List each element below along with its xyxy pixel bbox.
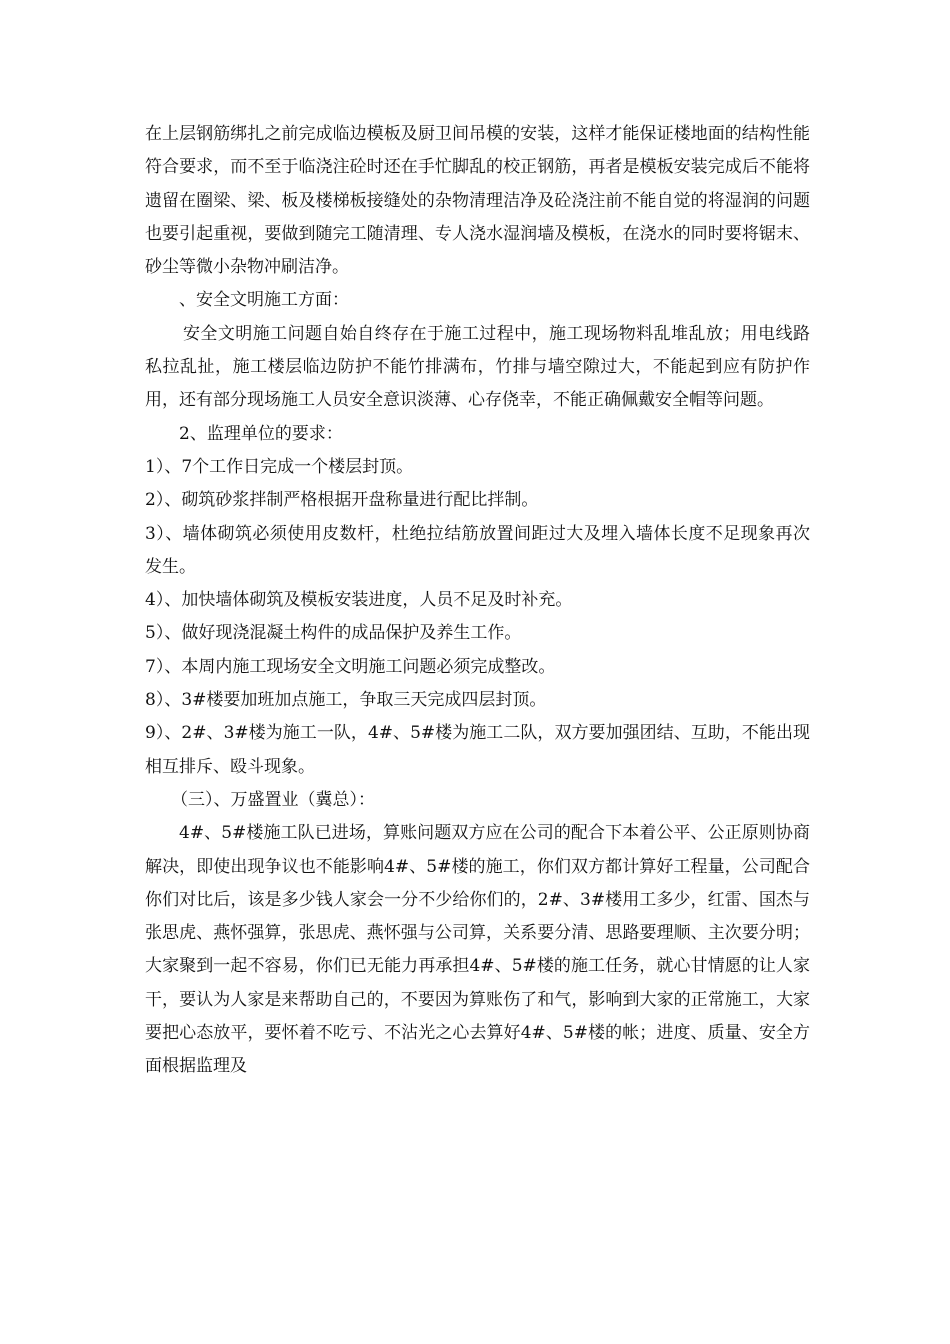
list-item: 1）、7个工作日完成一个楼层封顶。: [145, 456, 414, 477]
list-item: 4）、加快墙体砌筑及模板安装进度，人员不足及时补充。: [145, 590, 573, 611]
paragraph-wansheng: 4#、5#楼施工队已进场，算账问题双方应在公司的配合下本着公平、公正原则协商解决，即使出现争议也不能影响4#、5#楼的施工，你们双方都计算好工程量，公司配合你们对比后，该是多少钱人家会一分不少给你们的，2#、3#楼用工多少，红雷、国杰与张思虎、燕怀强算，张思虎、燕怀强与公司算，关系要分清、思路要理顺、主次要分明；大家聚到一起不容易，你们已无能力再承担4#、5#楼的施工任务，就心甘情愿的让人家干，要认为人家是来帮助自己的，不要因为算账伤了和气，影响到大家的正常施工，大家要把心态放平，要怀着不吃亏、不沾光之心去算好4#、5#楼的帐；进度、质量、安全方面根据监理及: [145, 823, 810, 1077]
heading-supervisor: 2、监理单位的要求：: [179, 423, 343, 444]
list-item: 7）、本周内施工现场安全文明施工问题必须完成整改。: [145, 656, 556, 677]
list-item: 2）、砌筑砂浆拌制严格根据开盘称量进行配比拌制。: [145, 490, 539, 511]
list-item: 8）、3#楼要加班加点施工，争取三天完成四层封顶。: [145, 690, 547, 711]
list-item: 3）、墙体砌筑必须使用皮数杆，杜绝拉结筋放置间距过大及埋入墙体长度不足现象再次发生。: [145, 523, 810, 577]
list-item: 5）、做好现浇混凝土构件的成品保护及养生工作。: [145, 623, 522, 644]
paragraph-formwork: 在上层钢筋绑扎之前完成临边模板及厨卫间吊模的安装，这样才能保证楼地面的结构性能符合要求，而不至于临浇注砼时还在手忙脚乱的校正钢筋，再者是模板安装完成后不能将遗留在圈梁、梁、板及楼梯板接缝处的杂物清理洁净及砼浇注前不能自觉的将湿润的问题也要引起重视，要做到随完工随清理、专人浇水湿润墙及模板，在浇水的同时要将锯末、砂尘等微小杂物冲刷洁净。: [145, 124, 810, 278]
document-page: [145, 118, 810, 1084]
heading-safety: 、安全文明施工方面：: [179, 290, 349, 311]
list-item: 9）、2#、3#楼为施工一队，4#、5#楼为施工二队，双方要加强团结、互助，不能出现相互排斥、殴斗现象。: [145, 723, 810, 777]
heading-wansheng: （三）、万盛置业（冀总）：: [171, 789, 375, 810]
paragraph-safety: 安全文明施工问题自始自终存在于施工过程中，施工现场物料乱堆乱放；用电线路私拉乱扯，施工楼层临边防护不能竹排满布，竹排与墙空隙过大，不能起到应有防护作用，还有部分现场施工人员安全意识淡薄、心存侥幸，不能正确佩戴安全帽等问题。: [145, 323, 810, 411]
